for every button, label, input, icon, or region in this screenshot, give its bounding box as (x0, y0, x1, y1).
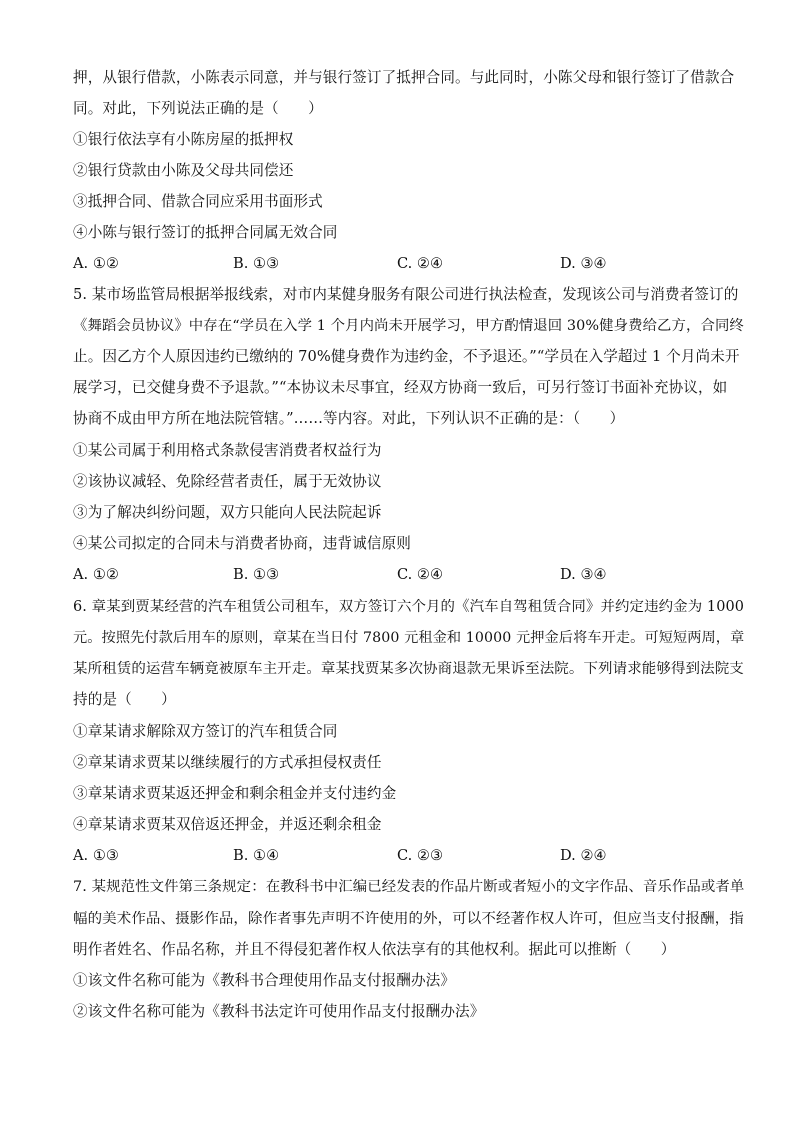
q5-item-4: ④某公司拟定的合同未与消费者协商，违背诚信原则 (73, 535, 411, 552)
q6-option-c: C. ②③ (397, 847, 444, 864)
q7-item-1: ①该文件名称可能为《教科书合理使用作品支付报酬办法》 (73, 972, 456, 989)
q5-item-1: ①某公司属于利用格式条款侵害消费者权益行为 (73, 442, 382, 459)
q4-stem-line-2: 同。对此，下列说法正确的是（ ） (73, 100, 323, 117)
q5-option-c: C. ②④ (397, 566, 444, 583)
q6-options (73, 846, 633, 866)
q6-option-a: A. ①③ (73, 847, 119, 864)
q6-item-4: ④章某请求贾某双倍返还押金，并返还剩余租金 (73, 816, 382, 833)
q6-option-d: D. ②④ (560, 847, 607, 864)
q7-stem-line-1: 7. 某规范性文件第三条规定：在教科书中汇编已经发表的作品片断或者短小的文字作品、音乐作品或者单 (73, 879, 745, 895)
q6-stem-line-3: 某所租赁的运营车辆竟被原车主开走。章某找贾某多次协商退款无果诉至法院。下列请求能够得到法院支 (73, 661, 744, 677)
q6-stem-line-1: 6. 章某到贾某经营的汽车租赁公司租车，双方签订六个月的《汽车自驾租赁合同》并约定违约金为 1000 (73, 599, 745, 615)
q7-stem-line-3: 明作者姓名、作品名称，并且不得侵犯著作权人依法享有的其他权利。据此可以推断（ ） (73, 941, 676, 958)
q5-item-3: ③为了解决纠纷问题，双方只能向人民法院起诉 (73, 504, 382, 521)
q4-option-b: B. ①③ (233, 255, 280, 272)
q4-item-4: ④小陈与银行签订的抵押合同属无效合同 (73, 224, 338, 241)
q5-options (73, 565, 633, 585)
q4-stem-line-1: 押，从银行借款，小陈表示同意，并与银行签订了抵押合同。与此同时，小陈父母和银行签订了借款合 (73, 69, 735, 86)
q5-item-2: ②该协议减轻、免除经营者责任，属于无效协议 (73, 473, 382, 490)
q5-stem-line-1: 5. 某市场监管局根据举报线索，对市内某健身服务有限公司进行执法检查，发现该公司与消费者签订的 (73, 286, 739, 303)
q4-option-c: C. ②④ (397, 255, 444, 272)
q6-item-1: ①章某请求解除双方签订的汽车租赁合同 (73, 723, 338, 740)
q4-item-3: ③抵押合同、借款合同应采用书面形式 (73, 193, 323, 210)
q5-stem-line-3: 止。因乙方个人原因违约已缴纳的 70%健身费作为违约金，不予退还。”“学员在入学超过 1 个月尚未开 (73, 348, 740, 365)
q5-option-d: D. ③④ (560, 566, 607, 583)
q7-stem-line-2: 幅的美术作品、摄影作品，除作者事先声明不许使用的外，可以不经著作权人许可，但应当支付报酬，指 (73, 911, 744, 927)
q5-stem-line-2: 《舞蹈会员协议》中存在“学员在入学 1 个月内尚未开展学习，甲方酌情退回 30%健身费给乙方，合同终 (73, 318, 744, 334)
q6-item-3: ③章某请求贾某返还押金和剩余租金并支付违约金 (73, 785, 397, 802)
q5-option-b: B. ①③ (233, 566, 280, 583)
q4-option-a: A. ①② (73, 255, 119, 272)
q6-stem-line-4: 持的是（ ） (73, 691, 176, 708)
q7-item-2: ②该文件名称可能为《教科书法定许可使用作品支付报酬办法》 (73, 1003, 485, 1020)
q4-option-d: D. ③④ (560, 255, 607, 272)
q6-stem-line-2: 元。按照先付款后用车的原则，章某在当日付 7800 元租金和 10000 元押金后将车开走。可短短两周，章 (73, 630, 745, 646)
q5-option-a: A. ①② (73, 566, 119, 583)
q6-option-b: B. ①④ (233, 847, 280, 864)
q5-stem-line-5: 协商不成由甲方所在地法院管辖。”……等内容。对此，下列认识不正确的是：（ ） (73, 410, 625, 427)
q6-item-2: ②章某请求贾某以继续履行的方式承担侵权责任 (73, 754, 382, 771)
q4-item-1: ①银行依法享有小陈房屋的抵押权 (73, 131, 294, 148)
q5-stem-line-4: 展学习，已交健身费不予退款。”“本协议未尽事宜，经双方协商一致后，可另行签订书面补充协议，如 (73, 379, 728, 396)
q4-options (73, 254, 633, 274)
q4-item-2: ②银行贷款由小陈及父母共同偿还 (73, 162, 294, 179)
